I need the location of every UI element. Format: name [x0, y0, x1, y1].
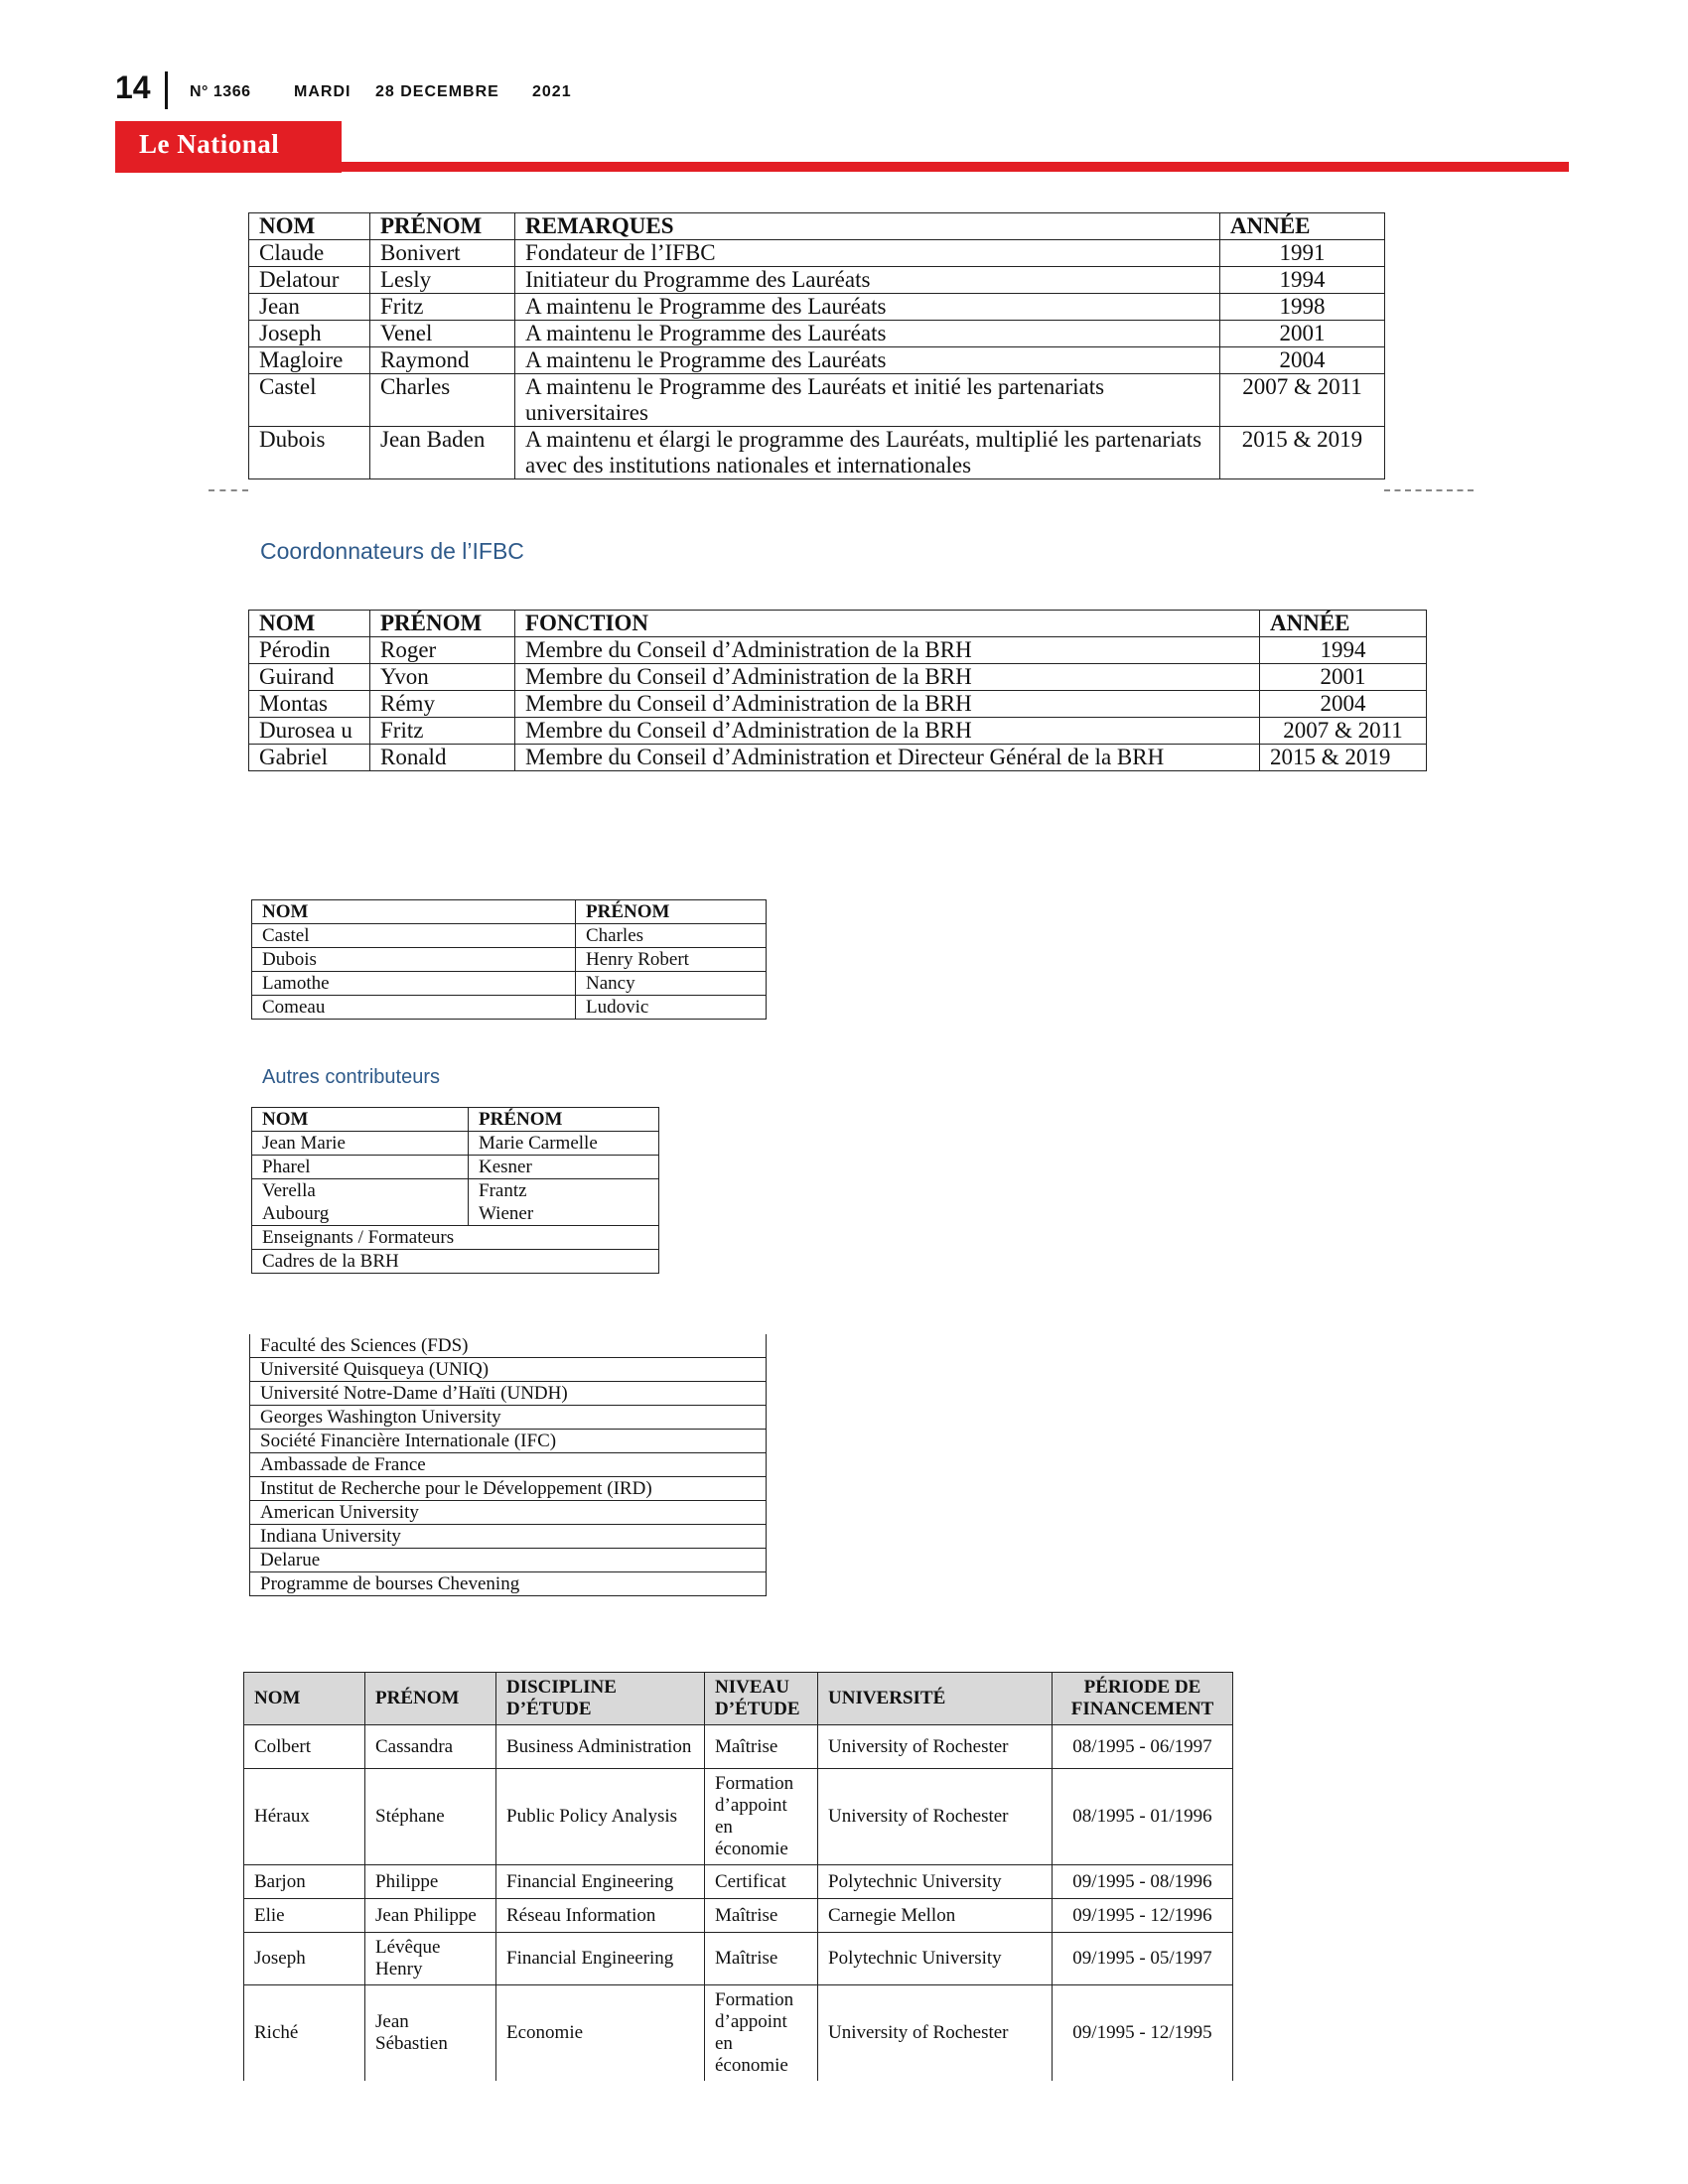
cell-universite: Carnegie Mellon [818, 1899, 1053, 1933]
header-prenom: PRÉNOM [370, 611, 515, 637]
cell-group: Enseignants / Formateurs [252, 1226, 659, 1250]
table-row [249, 374, 1385, 427]
cell-discipline: Financial Engineering [496, 1865, 705, 1899]
table-row [250, 1406, 767, 1430]
cell-institution: Georges Washington University [250, 1406, 767, 1430]
header-nom: NOM [249, 213, 370, 240]
cell-nom: Pérodin [249, 637, 370, 664]
cell-institution: Université Notre-Dame d’Haïti (UNDH) [250, 1382, 767, 1406]
cell-prenom: Stéphane [365, 1769, 496, 1865]
table-row [252, 1179, 659, 1226]
table-row [244, 1933, 1233, 1985]
cell-prenom: Jean Baden [370, 427, 515, 479]
cell-prenom: Cassandra [365, 1725, 496, 1769]
brand-logo: Le National [139, 129, 280, 159]
table-row [244, 1865, 1233, 1899]
table-row [252, 1156, 659, 1179]
cell-institution: Ambassade de France [250, 1453, 767, 1477]
cell-discipline: Public Policy Analysis [496, 1769, 705, 1865]
cell-remarques: A maintenu le Programme des Lauréats [515, 294, 1220, 321]
page-number-separator [165, 71, 168, 109]
cell-annee: 2001 [1260, 664, 1427, 691]
cell-nom: Dubois [252, 948, 576, 972]
cell-universite: Polytechnic University [818, 1865, 1053, 1899]
cell-universite: University of Rochester [818, 1725, 1053, 1769]
caption-coordinators: Coordonnateurs de l’IFBC [260, 538, 524, 564]
cell-prenom: Jean Sébastien [365, 1985, 496, 2082]
cell-prenom: Ronald [370, 745, 515, 771]
cell-prenom: Fritz [370, 718, 515, 745]
table-row [252, 1250, 659, 1274]
header-fonction: FONCTION [515, 611, 1260, 637]
cell-annee: 2004 [1220, 347, 1385, 374]
cell-nom: Durosea u [249, 718, 370, 745]
cell-nom: Jean Marie [252, 1132, 469, 1156]
cell-institution: Institut de Recherche pour le Développement (IRD) [250, 1477, 767, 1501]
table-row [249, 321, 1385, 347]
issue-day: MARDI [294, 83, 352, 100]
cell-prenom-text: Frantz Wiener [479, 1180, 534, 1224]
cell-nom: Lamothe [252, 972, 576, 996]
cell-annee: 2015 & 2019 [1220, 427, 1385, 479]
cell-periode: 08/1995 - 06/1997 [1053, 1725, 1233, 1769]
cell-nom: Héraux [244, 1769, 365, 1865]
cell-nom: Jean [249, 294, 370, 321]
table-row [250, 1572, 767, 1596]
cell-prenom: Kesner [469, 1156, 659, 1179]
table-row [249, 267, 1385, 294]
table-row [250, 1358, 767, 1382]
cell-annee: 1998 [1220, 294, 1385, 321]
cell-niveau: Maîtrise [705, 1899, 818, 1933]
table-row [244, 1725, 1233, 1769]
table-laureates [243, 1672, 1233, 2081]
header-periode: PÉRIODE DE FINANCEMENT [1053, 1673, 1233, 1725]
cell-prenom: Bonivert [370, 240, 515, 267]
cell-discipline: Economie [496, 1985, 705, 2082]
cell-remarques: A maintenu le Programme des Lauréats [515, 347, 1220, 374]
cell-institution: Université Quisqueya (UNIQ) [250, 1358, 767, 1382]
table-row [250, 1477, 767, 1501]
header-nom: NOM [249, 611, 370, 637]
cell-periode: 09/1995 - 08/1996 [1053, 1865, 1233, 1899]
header-prenom: PRÉNOM [576, 900, 767, 924]
cell-niveau: Maîtrise [705, 1725, 818, 1769]
table-row [252, 1226, 659, 1250]
cell-prenom: Rémy [370, 691, 515, 718]
cell-nom: Joseph [244, 1933, 365, 1985]
table-row [249, 427, 1385, 479]
cell-fonction: Membre du Conseil d’Administration de la BRH [515, 691, 1260, 718]
cell-universite: Polytechnic University [818, 1933, 1053, 1985]
header-universite: UNIVERSITÉ [818, 1673, 1053, 1725]
cell-annee: 2001 [1220, 321, 1385, 347]
cell-nom: Castel [249, 374, 370, 427]
table-row [249, 691, 1427, 718]
cell-fonction: Membre du Conseil d’Administration de la BRH [515, 664, 1260, 691]
cell-institution: Indiana University [250, 1525, 767, 1549]
header-prenom: PRÉNOM [370, 213, 515, 240]
header-prenom: PRÉNOM [365, 1673, 496, 1725]
cell-periode: 09/1995 - 12/1995 [1053, 1985, 1233, 2082]
cell-annee: 2004 [1260, 691, 1427, 718]
header-annee: ANNÉE [1260, 611, 1427, 637]
table-header-row [249, 611, 1427, 637]
table-header-row [249, 213, 1385, 240]
cell-institution: Programme de bourses Chevening [250, 1572, 767, 1596]
table-row [244, 1769, 1233, 1865]
cell-prenom: Yvon [370, 664, 515, 691]
cell-nom: Joseph [249, 321, 370, 347]
cell-prenom: Nancy [576, 972, 767, 996]
cell-periode: 09/1995 - 05/1997 [1053, 1933, 1233, 1985]
table-institutions [249, 1334, 767, 1596]
cell-prenom [469, 1179, 659, 1226]
cell-group: Cadres de la BRH [252, 1250, 659, 1274]
cell-prenom: Roger [370, 637, 515, 664]
cell-nom: Montas [249, 691, 370, 718]
cell-remarques: A maintenu le Programme des Lauréats [515, 321, 1220, 347]
cell-prenom: Henry Robert [576, 948, 767, 972]
table-row [252, 1132, 659, 1156]
cell-remarques: A maintenu le Programme des Lauréats et initié les partenariats universitaires [515, 374, 1220, 427]
cell-nom: Dubois [249, 427, 370, 479]
cell-annee: 1994 [1260, 637, 1427, 664]
cell-fonction: Membre du Conseil d’Administration de la BRH [515, 637, 1260, 664]
cell-universite: University of Rochester [818, 1769, 1053, 1865]
cell-annee: 2007 & 2011 [1220, 374, 1385, 427]
header-annee: ANNÉE [1220, 213, 1385, 240]
page-number: 14 [115, 69, 151, 105]
cell-fonction: Membre du Conseil d’Administration et Directeur Général de la BRH [515, 745, 1260, 771]
cell-niveau: Certificat [705, 1865, 818, 1899]
cell-nom: Comeau [252, 996, 576, 1020]
table-row [244, 1899, 1233, 1933]
cell-institution: American University [250, 1501, 767, 1525]
header-nom: NOM [252, 900, 576, 924]
cell-niveau: Formation d’appoint en économie [705, 1985, 818, 2082]
cell-niveau: Formation d’appoint en économie [705, 1769, 818, 1865]
table-row [250, 1525, 767, 1549]
table-row [249, 637, 1427, 664]
cell-prenom: Charles [576, 924, 767, 948]
cell-annee: 2007 & 2011 [1260, 718, 1427, 745]
cell-prenom: Marie Carmelle [469, 1132, 659, 1156]
cell-nom: Magloire [249, 347, 370, 374]
cell-prenom: Ludovic [576, 996, 767, 1020]
cell-periode: 08/1995 - 01/1996 [1053, 1769, 1233, 1865]
cell-nom: Pharel [252, 1156, 469, 1179]
dashed-rule-right [1384, 489, 1474, 491]
cell-prenom: Jean Philippe [365, 1899, 496, 1933]
table-row [250, 1549, 767, 1572]
header-niveau: NIVEAU D’ÉTUDE [705, 1673, 818, 1725]
cell-nom: Claude [249, 240, 370, 267]
table-row [252, 948, 767, 972]
issue-number: N° 1366 [190, 83, 251, 100]
cell-remarques: A maintenu et élargi le programme des Lauréats, multiplié les partenariats avec des institutions nationales et internationales [515, 427, 1220, 479]
cell-nom: Delatour [249, 267, 370, 294]
table-contributors [251, 1107, 659, 1274]
table-row [250, 1382, 767, 1406]
cell-institution: Faculté des Sciences (FDS) [250, 1334, 767, 1358]
cell-nom [252, 1179, 469, 1226]
cell-prenom: Charles [370, 374, 515, 427]
cell-prenom: Lévêque Henry [365, 1933, 496, 1985]
cell-nom: Gabriel [249, 745, 370, 771]
table-row [252, 972, 767, 996]
cell-prenom: Lesly [370, 267, 515, 294]
cell-prenom: Venel [370, 321, 515, 347]
cell-nom: Guirand [249, 664, 370, 691]
cell-fonction: Membre du Conseil d’Administration de la BRH [515, 718, 1260, 745]
table-row [250, 1430, 767, 1453]
cell-annee: 2015 & 2019 [1260, 745, 1427, 771]
cell-prenom: Philippe [365, 1865, 496, 1899]
header-nom: NOM [252, 1108, 469, 1132]
cell-annee: 1994 [1220, 267, 1385, 294]
table-header-row [252, 1108, 659, 1132]
cell-institution: Delarue [250, 1549, 767, 1572]
table-row [252, 924, 767, 948]
cell-nom: Elie [244, 1899, 365, 1933]
header-remarques: REMARQUES [515, 213, 1220, 240]
table-row [250, 1453, 767, 1477]
cell-annee: 1991 [1220, 240, 1385, 267]
table-header-row [252, 900, 767, 924]
table-row [250, 1334, 767, 1358]
cell-niveau: Maîtrise [705, 1933, 818, 1985]
caption-contributors: Autres contributeurs [262, 1066, 440, 1088]
cell-discipline: Business Administration [496, 1725, 705, 1769]
issue-date: 28 DECEMBRE [375, 83, 499, 100]
cell-nom: Colbert [244, 1725, 365, 1769]
cell-universite: University of Rochester [818, 1985, 1053, 2082]
cell-nom-text: Verella Aubourg [262, 1180, 330, 1224]
cell-discipline: Financial Engineering [496, 1933, 705, 1985]
table-row [249, 294, 1385, 321]
cell-nom: Barjon [244, 1865, 365, 1899]
table-row [249, 347, 1385, 374]
cell-nom: Castel [252, 924, 576, 948]
header-prenom: PRÉNOM [469, 1108, 659, 1132]
cell-periode: 09/1995 - 12/1996 [1053, 1899, 1233, 1933]
cell-nom: Riché [244, 1985, 365, 2082]
table-row [252, 996, 767, 1020]
table-ifbc-directors [248, 212, 1385, 479]
cell-discipline: Réseau Information [496, 1899, 705, 1933]
table-row [249, 745, 1427, 771]
table-ifbc-coordinators [248, 610, 1427, 771]
cell-remarques: Initiateur du Programme des Lauréats [515, 267, 1220, 294]
table-row [249, 664, 1427, 691]
table-names-small [251, 899, 767, 1020]
dashed-rule-left [209, 489, 248, 491]
table-row [249, 718, 1427, 745]
cell-institution: Société Financière Internationale (IFC) [250, 1430, 767, 1453]
issue-year: 2021 [532, 83, 572, 100]
header-nom: NOM [244, 1673, 365, 1725]
table-row [244, 1985, 1233, 2082]
cell-prenom: Raymond [370, 347, 515, 374]
table-header-row [244, 1673, 1233, 1725]
header-discipline: DISCIPLINE D’ÉTUDE [496, 1673, 705, 1725]
table-row [249, 240, 1385, 267]
table-row [250, 1501, 767, 1525]
cell-remarques: Fondateur de l’IFBC [515, 240, 1220, 267]
cell-prenom: Fritz [370, 294, 515, 321]
